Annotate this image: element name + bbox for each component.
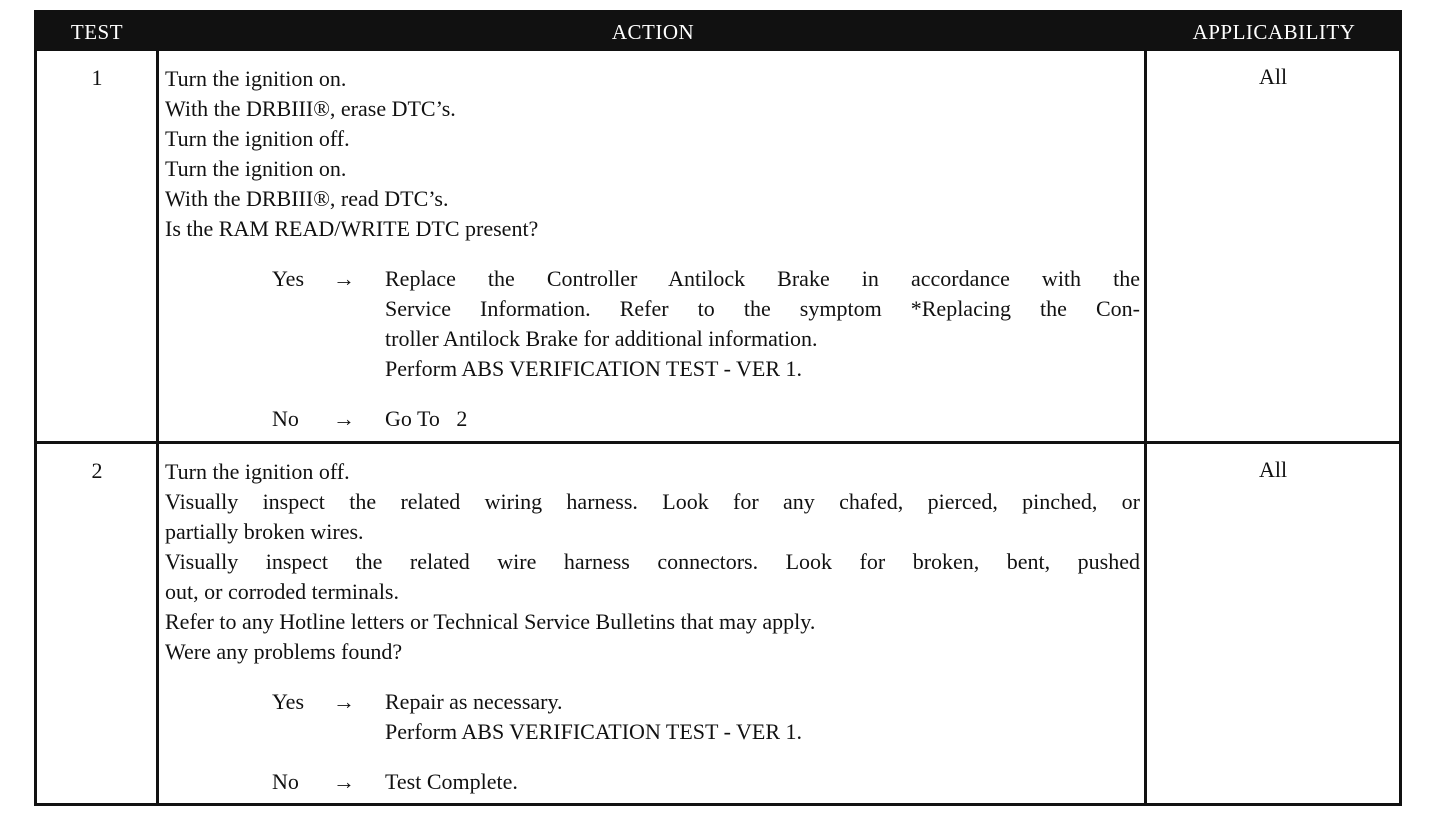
yes-answer <box>165 264 1140 384</box>
header-action: ACTION <box>611 20 695 44</box>
no-label: No <box>272 406 299 431</box>
action-cell <box>165 64 1140 434</box>
right-arrow-icon: → <box>333 406 355 431</box>
step-text: out, or corroded terminals. <box>165 579 399 604</box>
diagnostic-test-table <box>34 10 1402 806</box>
table-row <box>37 51 1399 441</box>
right-arrow-icon: → <box>333 769 355 794</box>
step-text: partially broken wires. <box>165 519 364 544</box>
no-text: Go To 2 <box>385 406 468 431</box>
applicability-cell: All <box>1258 457 1288 482</box>
yes-text: Repair as necessary. <box>385 689 563 714</box>
step-text: Visually inspect the related wiring harness. Look for any chafed, pierced, pinched, or <box>165 489 1140 514</box>
yes-text: Perform ABS VERIFICATION TEST - VER 1. <box>385 719 803 744</box>
yes-text: Perform ABS VERIFICATION TEST - VER 1. <box>385 356 803 381</box>
table-row <box>37 444 1399 802</box>
step-text: Were any problems found? <box>165 639 403 664</box>
right-arrow-icon: → <box>333 689 355 714</box>
no-label: No <box>272 769 299 794</box>
yes-answer <box>165 687 1140 747</box>
step-text: With the DRBIII®, read DTC’s. <box>165 186 449 211</box>
step-text: With the DRBIII®, erase DTC’s. <box>165 96 456 121</box>
header-applicability: APPLICABILITY <box>1192 20 1356 44</box>
yes-label: Yes <box>272 266 305 291</box>
header-test: TEST <box>70 20 124 44</box>
no-answer <box>165 404 1140 434</box>
table-header <box>37 13 1399 51</box>
yes-text: troller Antilock Brake for additional information. <box>385 326 818 351</box>
step-text: Turn the ignition off. <box>165 126 350 151</box>
no-text: Test Complete. <box>385 769 518 794</box>
no-answer <box>165 767 1140 797</box>
yes-text: Service Information. Refer to the symptom *Replacing the Con- <box>385 296 1140 321</box>
step-text: Refer to any Hotline letters or Technical Service Bulletins that may apply. <box>165 609 816 634</box>
step-text: Turn the ignition off. <box>165 459 350 484</box>
step-text: Visually inspect the related wire harness connectors. Look for broken, bent, pushed <box>165 549 1140 574</box>
test-number: 2 <box>91 458 103 483</box>
step-text: Turn the ignition on. <box>165 66 347 91</box>
yes-label: Yes <box>272 689 305 714</box>
step-text: Turn the ignition on. <box>165 156 347 181</box>
yes-text: Replace the Controller Antilock Brake in accordance with the <box>385 266 1140 291</box>
right-arrow-icon: → <box>333 266 355 291</box>
test-number: 1 <box>91 65 103 90</box>
step-text: Is the RAM READ/WRITE DTC present? <box>165 216 539 241</box>
applicability-cell: All <box>1258 64 1288 89</box>
action-cell <box>165 457 1140 797</box>
